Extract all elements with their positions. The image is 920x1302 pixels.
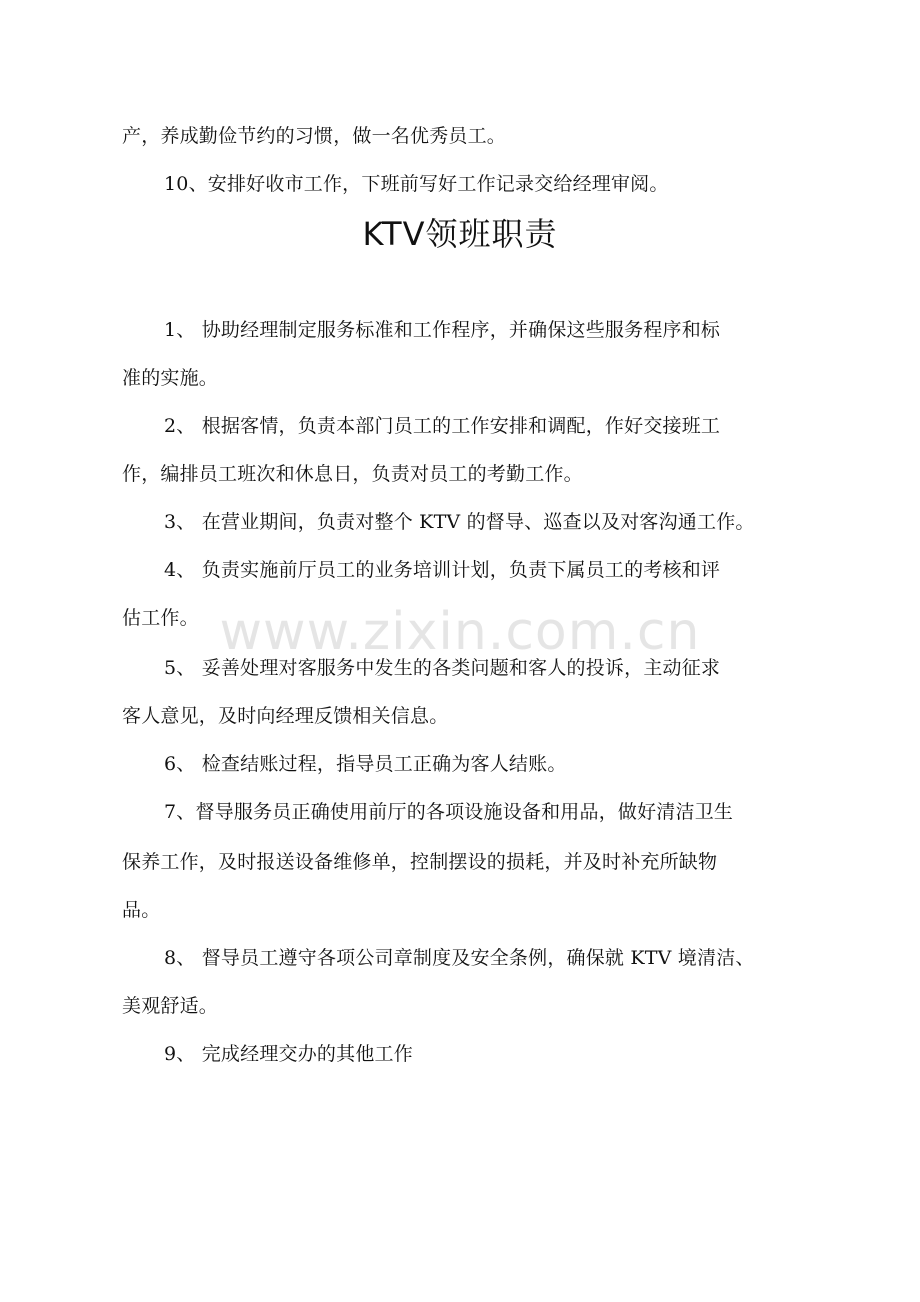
item-5-line-2: 客人意见，及时向经理反馈相关信息。 xyxy=(122,705,449,727)
item-4-line-2: 估工作。 xyxy=(122,607,199,629)
item-2-line-2: 作，编排员工班次和休息日，负责对员工的考勤工作。 xyxy=(122,463,583,485)
page-title: KTV领班职责 xyxy=(362,215,558,253)
item-3-line-1: 3、 在营业期间，负责对整个 KTV 的督导、巡查以及对客沟通工作。 xyxy=(164,511,755,533)
item-9-line-1: 9、 完成经理交办的其他工作 xyxy=(164,1043,413,1065)
item-8-line-1: 8、 督导员工遵守各项公司章制度及安全条例，确保就 KTV 境清洁、 xyxy=(164,947,755,969)
item-7-line-2: 保养工作，及时报送设备维修单，控制摆设的损耗，并及时补充所缺物 xyxy=(122,851,718,873)
intro-line-1: 产，养成勤俭节约的习惯，做一名优秀员工。 xyxy=(122,125,507,147)
item-5-line-1: 5、 妥善处理对客服务中发生的各类问题和客人的投诉，主动征求 xyxy=(164,657,721,679)
item-8-line-2: 美观舒适。 xyxy=(122,995,219,1017)
item-6-line-1: 6、 检查结账过程，指导员工正确为客人结账。 xyxy=(164,753,567,775)
item-1-line-1: 1、 协助经理制定服务标准和工作程序，并确保这些服务程序和标 xyxy=(164,319,721,341)
item-7-line-3: 品。 xyxy=(122,899,161,921)
watermark: www.zixin.com.cn xyxy=(219,602,701,662)
item-4-line-1: 4、 负责实施前厅员工的业务培训计划，负责下属员工的考核和评 xyxy=(164,559,721,581)
item-2-line-1: 2、 根据客情，负责本部门员工的工作安排和调配，作好交接班工 xyxy=(164,415,721,437)
intro-line-2: 10、安排好收市工作，下班前写好工作记录交给经理审阅。 xyxy=(164,173,669,195)
item-1-line-2: 准的实施。 xyxy=(122,367,219,389)
item-7-line-1: 7、督导服务员正确使用前厅的各项设施设备和用品，做好清洁卫生 xyxy=(164,801,734,823)
